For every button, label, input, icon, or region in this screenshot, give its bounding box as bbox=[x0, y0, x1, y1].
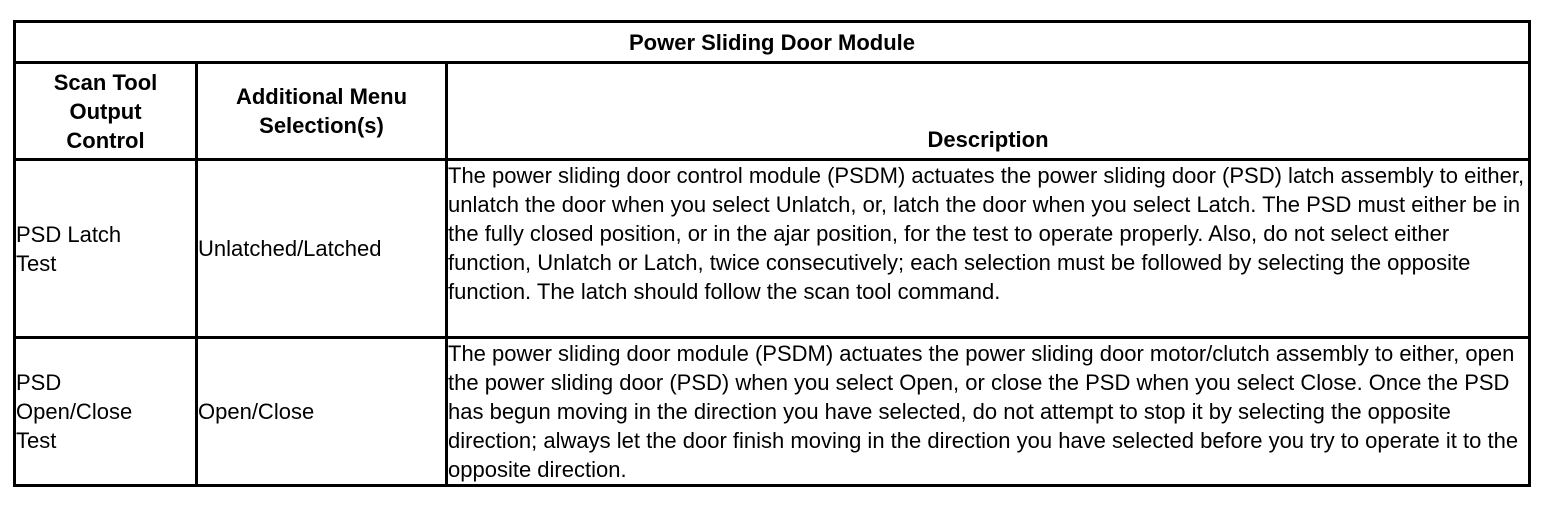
header-additional-menu-selections: Additional Menu Selection(s) bbox=[197, 63, 447, 160]
row-control-cell: PSD Latch Test bbox=[15, 160, 197, 338]
table-title: Power Sliding Door Module bbox=[15, 22, 1530, 63]
row-description-cell: The power sliding door control module (PSDM) actuates the power sliding door (PSD) latch assembly to either, unlatch the door when you select Unlatch, or, latch the door when you select Latch. The PSD must either be in the fully closed position, or in the ajar position, for the test to operate properly. Also, do not select either function, Unlatch or Latch, twice consecutively; each selection must be followed by selecting the opposite function. The latch should follow the scan tool command. bbox=[447, 160, 1530, 338]
table-title-row bbox=[15, 22, 1530, 63]
table-row bbox=[15, 338, 1530, 486]
row-selection-cell: Open/Close bbox=[197, 338, 447, 486]
table-row bbox=[15, 160, 1530, 338]
row-selection-cell: Unlatched/Latched bbox=[197, 160, 447, 338]
psdm-table bbox=[13, 20, 1531, 487]
row-control-cell: PSD Open/Close Test bbox=[15, 338, 197, 486]
table-header-row bbox=[15, 63, 1530, 160]
header-scan-tool-output-control: Scan Tool Output Control bbox=[15, 63, 197, 160]
header-description: Description bbox=[447, 63, 1530, 160]
row-description-cell: The power sliding door module (PSDM) actuates the power sliding door motor/clutch assembly to either, open the power sliding door (PSD) when you select Open, or close the PSD when you select Close. Once the PSD has begun moving in the direction you have selected, do not attempt to stop it by selecting the opposite direction; always let the door finish moving in the direction you have selected before you try to operate it to the opposite direction. bbox=[447, 338, 1530, 486]
